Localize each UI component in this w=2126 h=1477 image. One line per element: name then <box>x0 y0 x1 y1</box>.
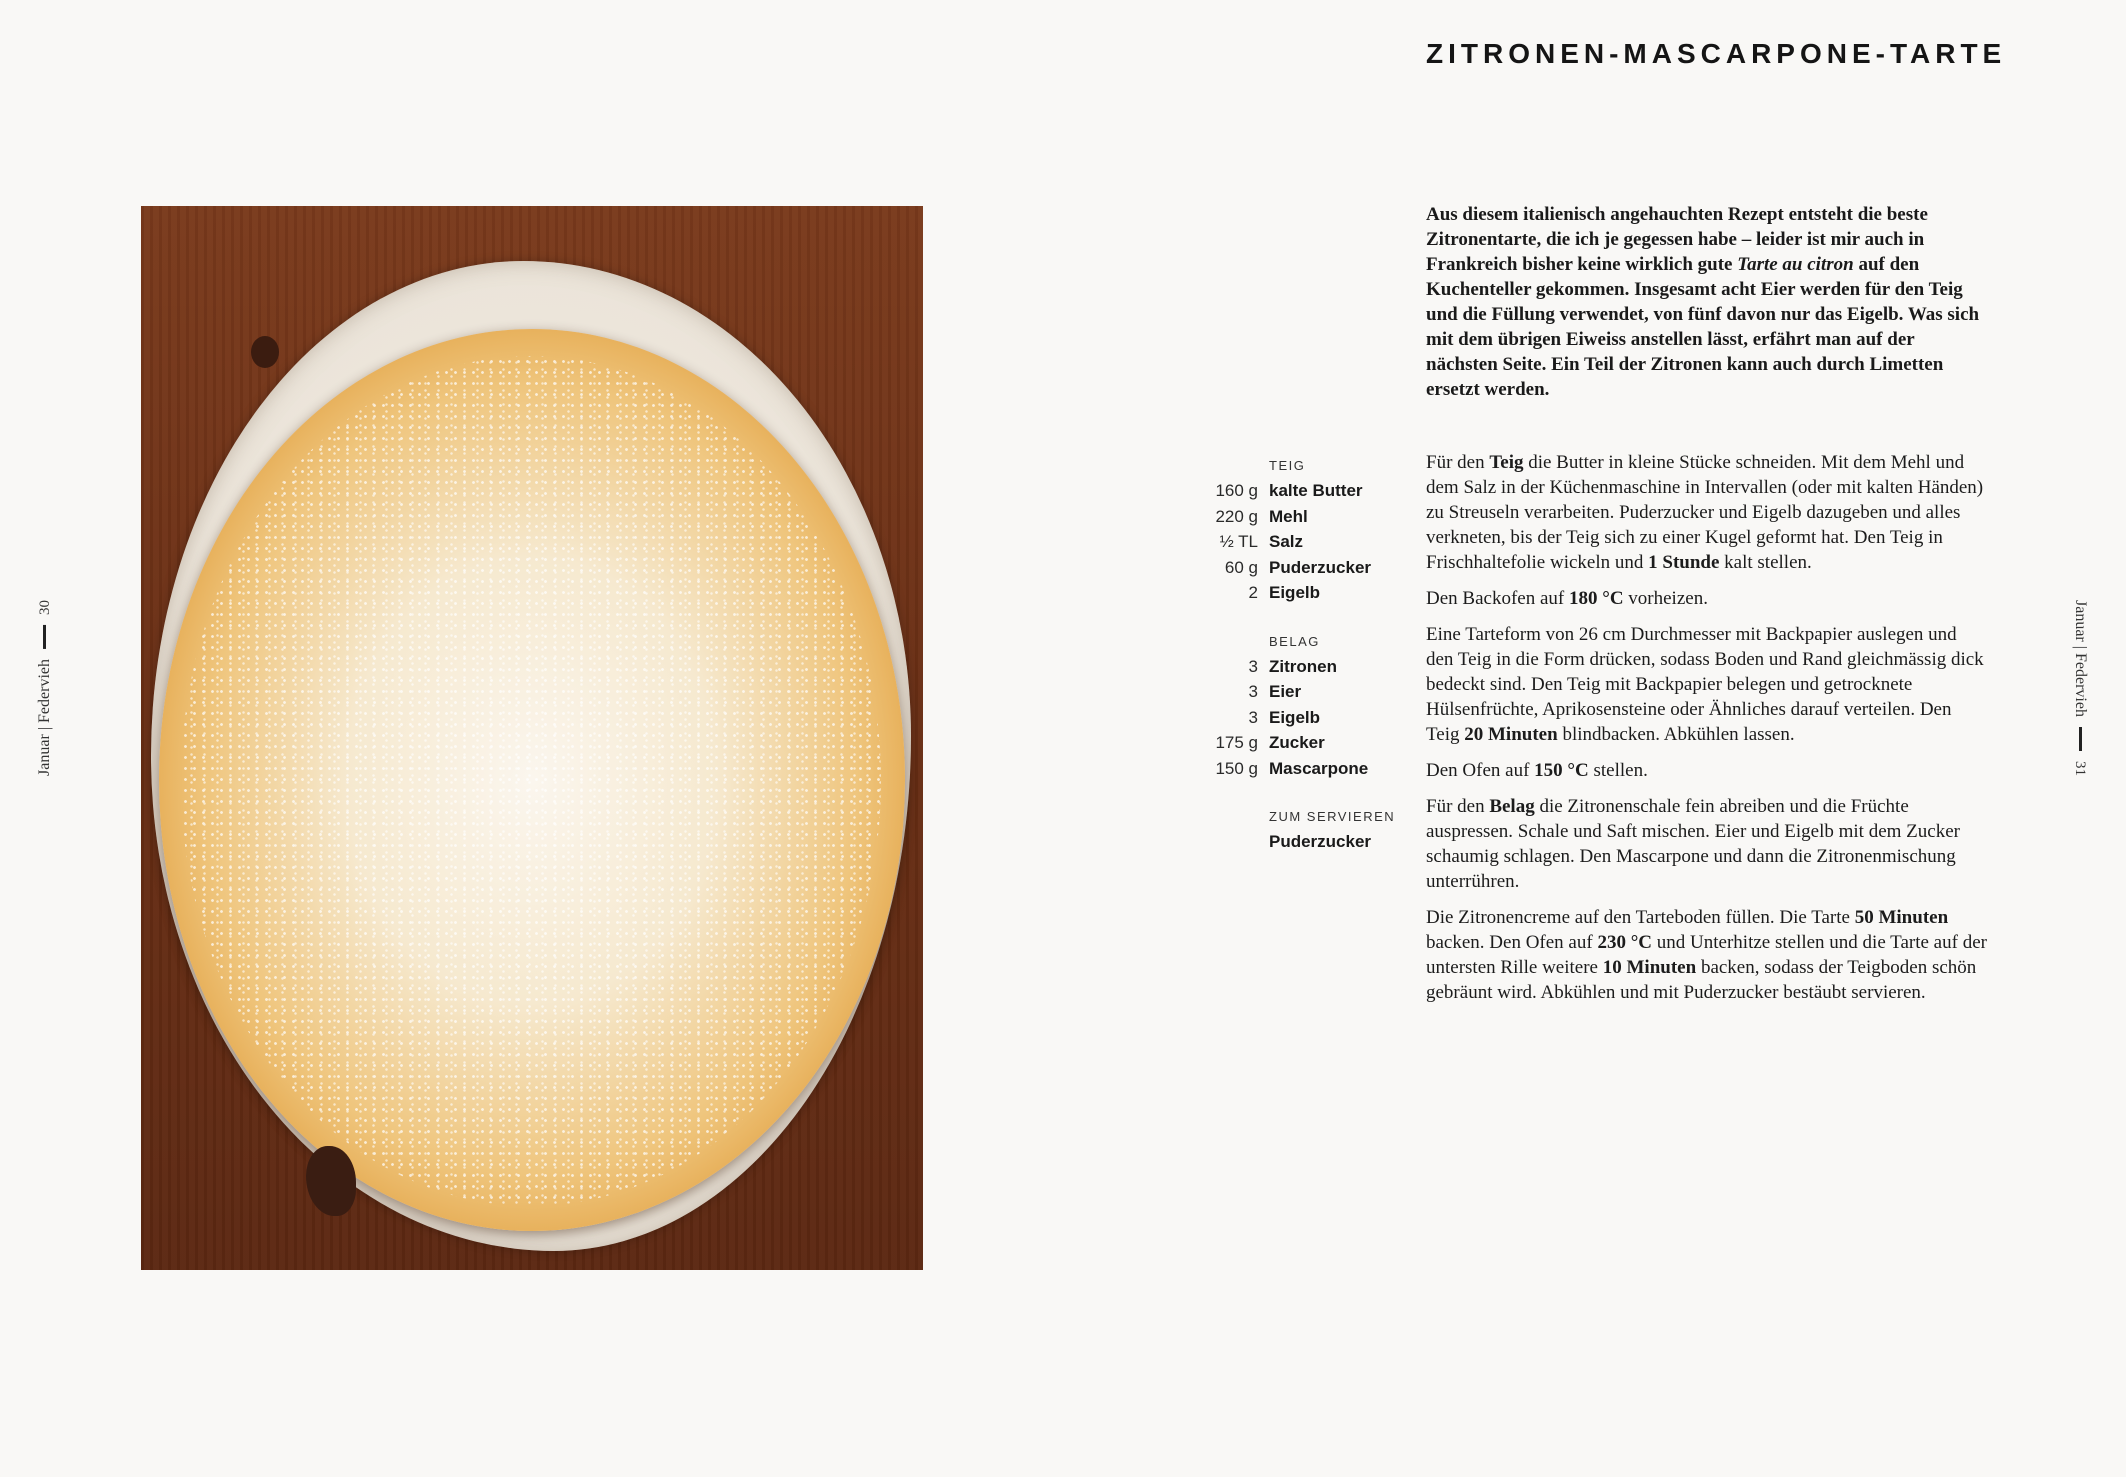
ingredient-group-heading: BELAG <box>1269 633 1320 649</box>
caramel-spot <box>306 1146 356 1216</box>
method-step: Den Backofen auf 180 °C vorheizen. <box>1426 588 1708 609</box>
ingredient-amount: ½ TL <box>1219 532 1258 551</box>
ingredients-list <box>1200 454 1420 855</box>
ingredient-row <box>1200 829 1420 855</box>
ingredient-group-heading: TEIG <box>1269 458 1306 473</box>
method-step: Für den Belag die Zitronenschale fein abreiben und die Früchte auspressen. Schale und Saft mischen. Eier und Eigelb mit dem Zucker schaumig schlagen. Den Mascarpone und dann die Zitronenmischung unterrühren. <box>1426 796 1960 892</box>
ingredient-name: Puderzucker <box>1269 557 1372 577</box>
ingredient-row <box>1200 478 1420 504</box>
ingredient-name: Mascarpone <box>1269 758 1369 778</box>
recipe-intro <box>1426 202 1986 402</box>
method-step: Für den Teig die Butter in kleine Stücke schneiden. Mit dem Mehl und dem Salz in der Küchenmaschine in Intervallen (oder mit kalten Händen) zu Streuseln verarbeiten. Puderzucker und Eigelb dazugeben und alles verkneten, bis der Teig sich zu einer Kugel geformt hat. Den Teig in Frischhaltefolie wickeln und 1 Stunde kalt stellen. <box>1426 452 1984 573</box>
divider-bar <box>44 625 47 649</box>
caramel-spot <box>251 336 279 368</box>
ingredient-name: Mehl <box>1269 506 1308 526</box>
ingredient-group-heading: ZUM SERVIEREN <box>1269 809 1396 824</box>
ingredient-amount: 3 <box>1248 682 1258 701</box>
ingredient-amount <box>1200 829 1258 855</box>
ingredient-amount: 160 g <box>1215 481 1258 500</box>
ingredient-name: Zucker <box>1269 733 1325 752</box>
ingredient-name: Zitronen <box>1269 656 1337 676</box>
powdered-sugar <box>181 356 881 1206</box>
ingredient-row <box>1200 529 1420 555</box>
ingredient-name: Eier <box>1269 682 1302 701</box>
ingredient-amount: 60 g <box>1224 557 1258 577</box>
ingredient-name: Eigelb <box>1269 707 1321 727</box>
section-label: Januar | Federvieh <box>36 659 53 776</box>
recipe-method <box>1426 450 1988 1016</box>
divider-bar <box>2079 727 2082 751</box>
section-label: Januar | Federvieh <box>2072 600 2089 717</box>
page-number: 31 <box>2072 760 2088 776</box>
ingredient-amount: 3 <box>1248 656 1258 676</box>
tart-photo <box>141 206 923 1270</box>
side-tab-left <box>36 600 54 776</box>
method-step: Den Ofen auf 150 °C stellen. <box>1426 760 1648 781</box>
ingredient-amount: 150 g <box>1215 758 1258 778</box>
ingredient-name: Salz <box>1269 532 1304 551</box>
ingredient-amount: 3 <box>1248 707 1258 727</box>
ingredient-row <box>1200 756 1420 782</box>
ingredient-amount: 2 <box>1248 583 1258 602</box>
recipe-title: ZITRONEN-MASCARPONE-TARTE <box>1426 38 2007 69</box>
ingredient-name: kalte Butter <box>1269 481 1363 500</box>
ingredient-row <box>1200 504 1420 530</box>
ingredient-row <box>1200 705 1420 731</box>
ingredient-row <box>1200 679 1420 705</box>
page-number: 30 <box>37 600 53 615</box>
intro-italic: Tarte au citron <box>1737 254 1854 275</box>
ingredient-row <box>1200 730 1420 756</box>
intro-text: Aus diesem italienisch angehauchten Rezept entsteht die beste Zitronentarte, die ich je gegessen habe – leider ist mir auch in Frankreich bisher keine wirklich gute <box>1426 204 1928 275</box>
ingredient-row <box>1200 580 1420 606</box>
ingredient-name: Eigelb <box>1269 583 1321 602</box>
ingredient-row <box>1200 654 1420 680</box>
ingredient-amount: 220 g <box>1215 506 1258 526</box>
ingredient-amount: 175 g <box>1215 733 1258 752</box>
method-step: Eine Tarteform von 26 cm Durchmesser mit Backpapier auslegen und den Teig in die Form drücken, sodass Boden und Rand gleichmässig dick bedeckt sind. Den Teig mit Backpapier belegen und getrocknete Hülsenfrüchte, Aprikosensteine oder Ähnliches darauf verteilen. Den Teig 20 Minuten blindbacken. Abkühlen lassen. <box>1426 624 1984 745</box>
ingredient-name: Puderzucker <box>1269 832 1372 851</box>
intro-text: auf den Kuchenteller gekommen. Insgesamt acht Eier werden für den Teig und die Füllung verwendet, von fünf davon nur das Eigelb. Was sich mit dem übrigen Eiweiss anstellen lässt, erfährt man auf der nächsten Seite. Ein Teil der Zitronen kann auch durch Limetten ersetzt werden. <box>1426 254 1980 400</box>
ingredient-row <box>1200 555 1420 581</box>
method-step: Die Zitronencreme auf den Tarteboden füllen. Die Tarte 50 Minuten backen. Den Ofen auf 230 °C und Unterhitze stellen und die Tarte auf der untersten Rille weitere 10 Minuten backen, sodass der Teigboden schön gebräunt wird. Abkühlen und mit Puderzucker bestäubt servieren. <box>1426 907 1987 1003</box>
side-tab-right <box>2071 600 2089 776</box>
